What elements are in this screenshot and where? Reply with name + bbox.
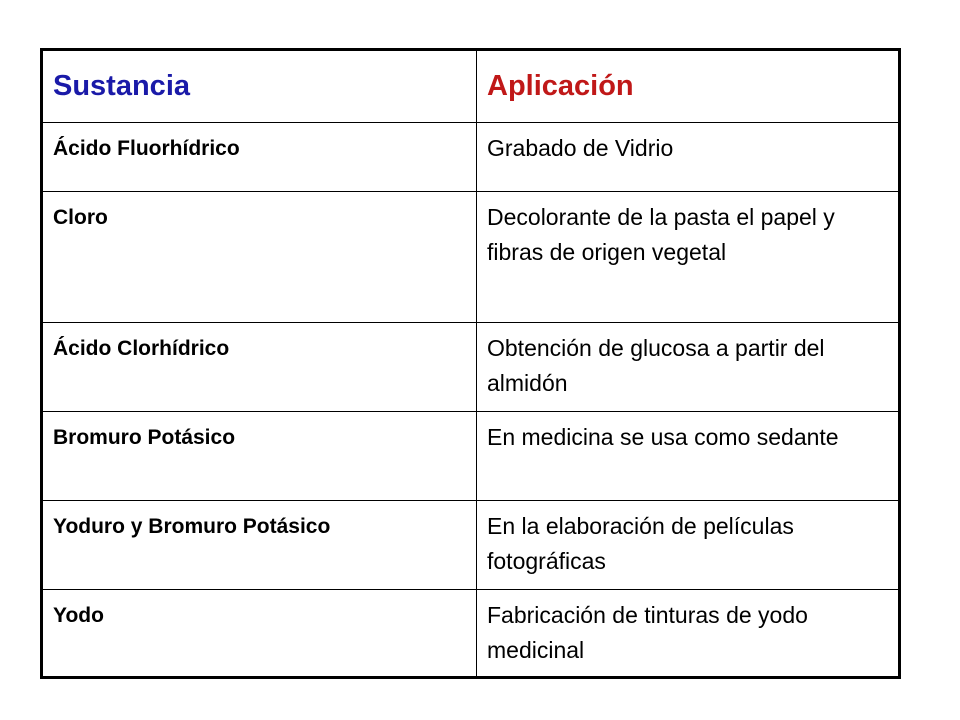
table-row (42, 123, 900, 192)
cell-aplicacion: Grabado de Vidrio (477, 123, 900, 192)
table-row (42, 323, 900, 412)
cell-aplicacion: Decolorante de la pasta el papel y fibras de origen vegetal (477, 192, 900, 323)
cell-sustancia: Bromuro Potásico (42, 412, 477, 501)
cell-sustancia: Yodo (42, 590, 477, 678)
header-sustancia: Sustancia (42, 50, 477, 123)
cell-sustancia: Ácido Fluorhídrico (42, 123, 477, 192)
cell-aplicacion: Obtención de glucosa a partir del almidón (477, 323, 900, 412)
cell-aplicacion: En la elaboración de películas fotográficas (477, 501, 900, 590)
cell-sustancia: Yoduro y Bromuro Potásico (42, 501, 477, 590)
table-row (42, 412, 900, 501)
cell-aplicacion: En medicina se usa como sedante (477, 412, 900, 501)
substances-table (40, 48, 901, 679)
header-aplicacion: Aplicación (477, 50, 900, 123)
table-header-row (42, 50, 900, 123)
cell-aplicacion: Fabricación de tinturas de yodo medicinal (477, 590, 900, 678)
cell-sustancia: Cloro (42, 192, 477, 323)
table-row (42, 192, 900, 323)
cell-sustancia: Ácido Clorhídrico (42, 323, 477, 412)
table-row (42, 501, 900, 590)
table-row (42, 590, 900, 678)
